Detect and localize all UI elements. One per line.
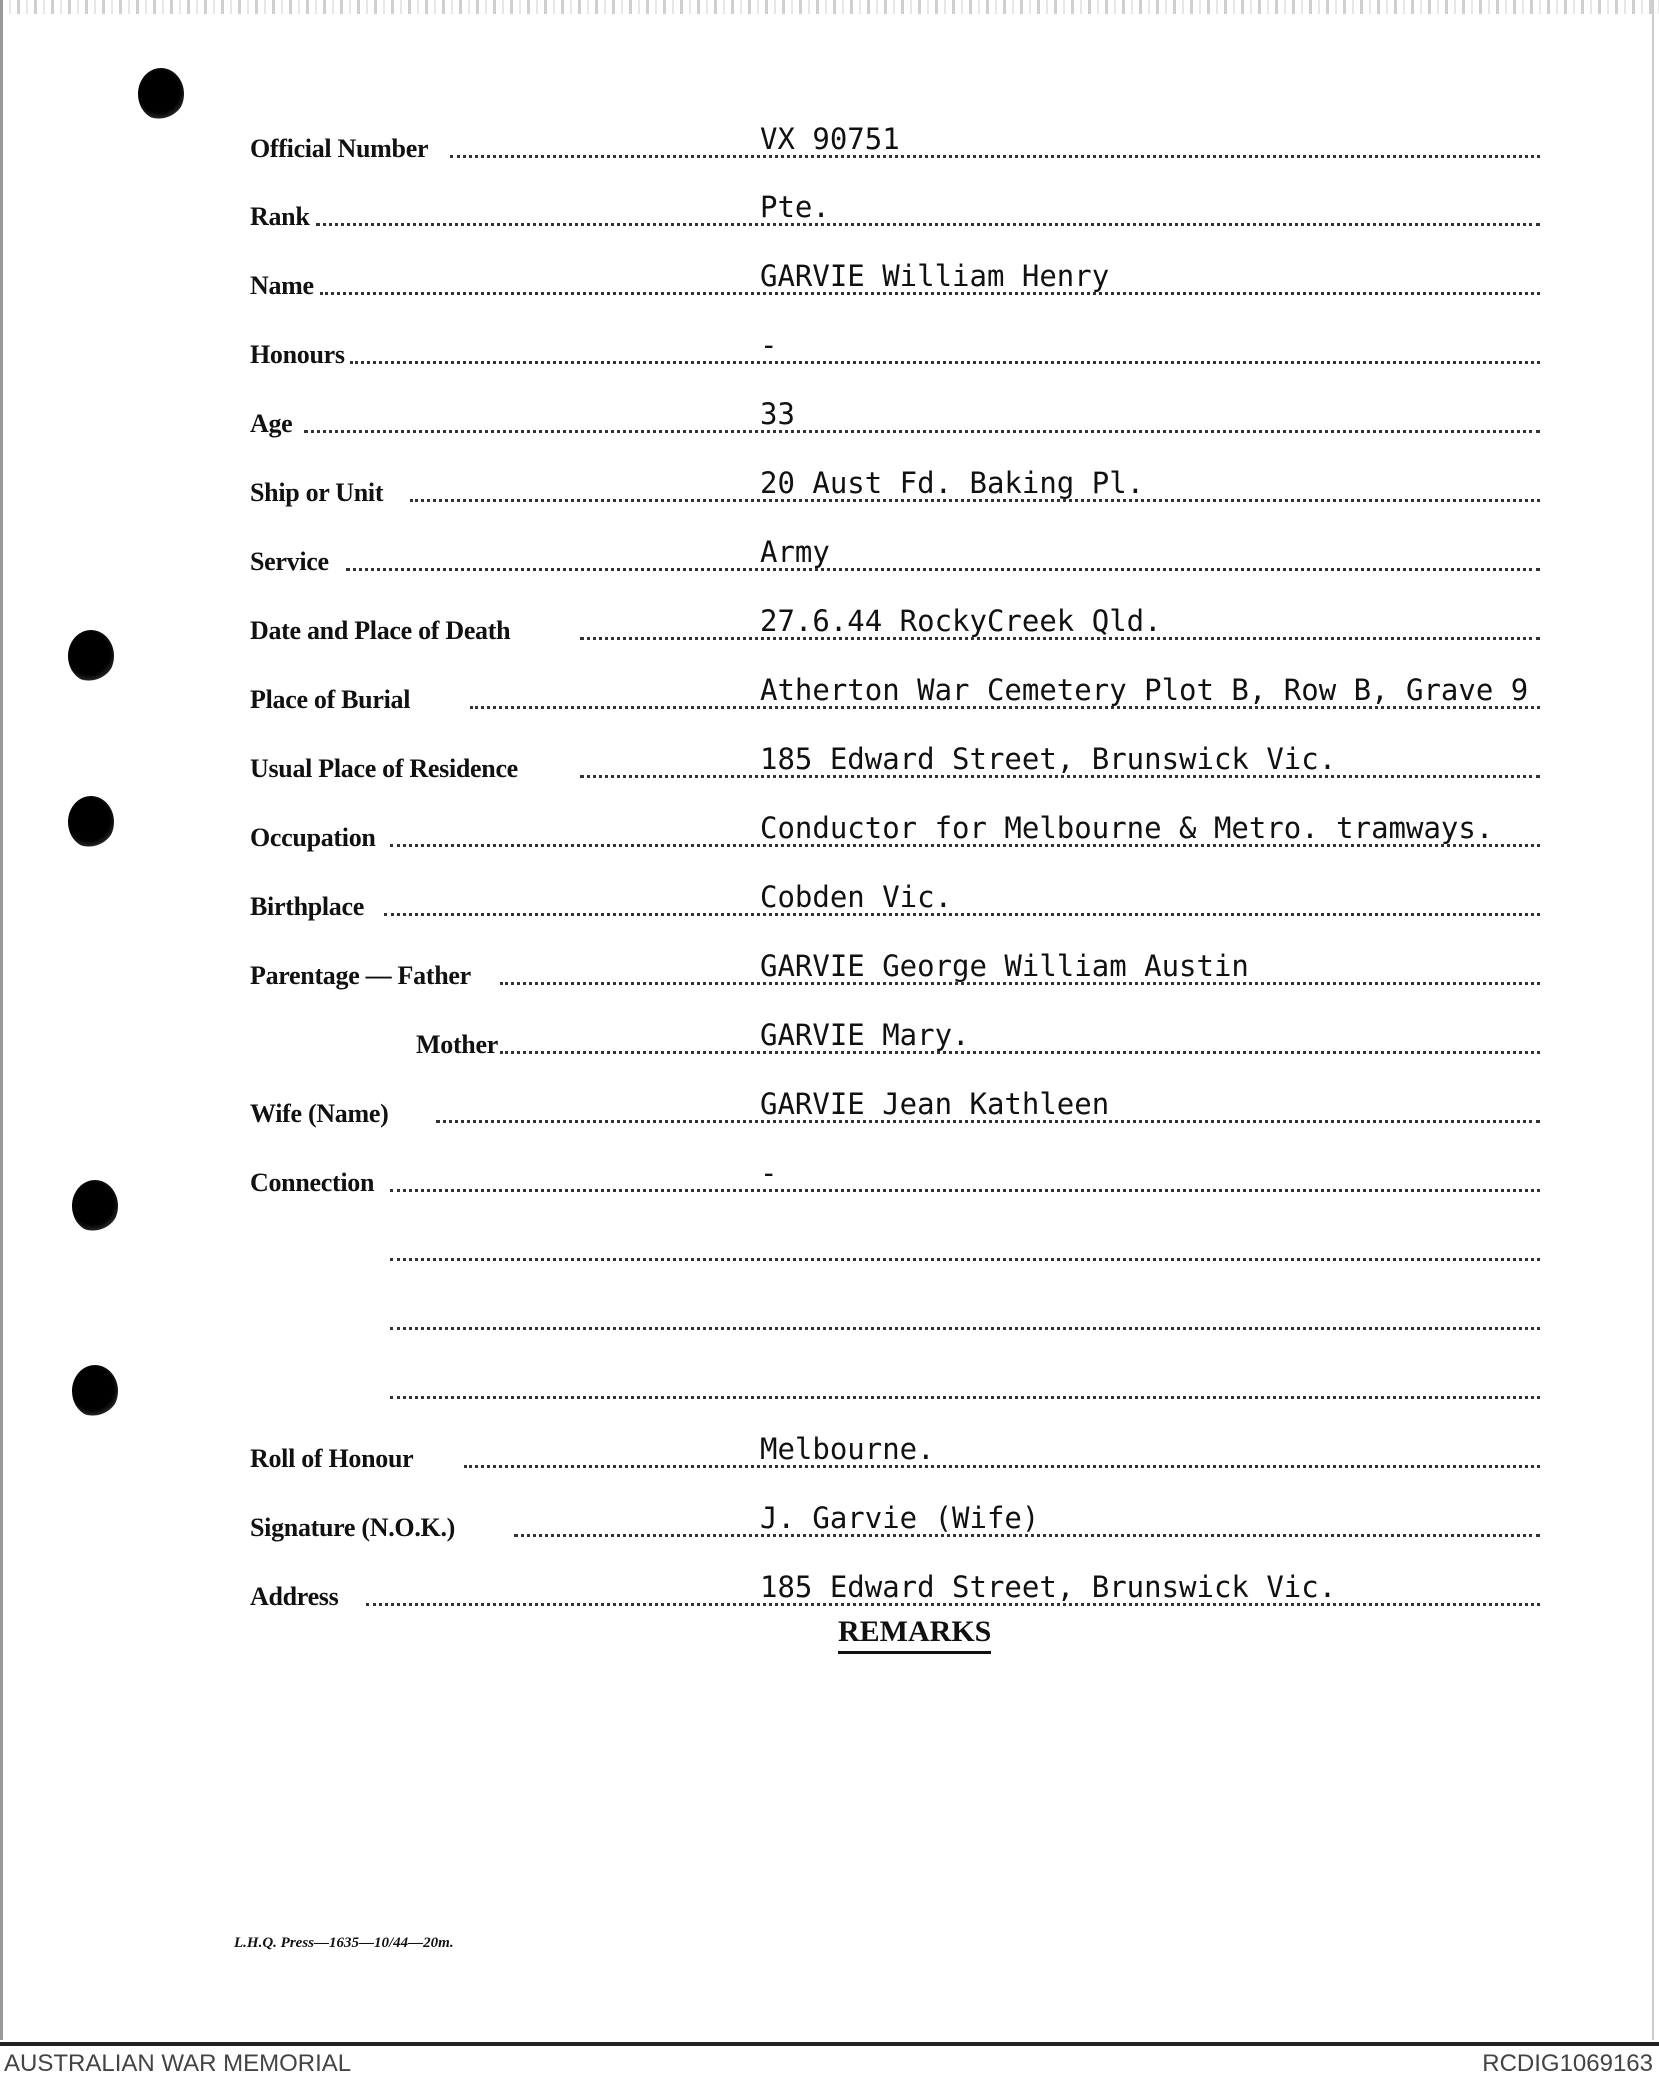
field-label: Roll of Honour xyxy=(250,1444,414,1473)
field-service xyxy=(250,513,1540,581)
field-label: Age xyxy=(250,409,293,438)
field-label: Place of Burial xyxy=(250,685,411,714)
institution-credit: AUSTRALIAN WAR MEMORIAL xyxy=(4,2050,352,2077)
dotted-line xyxy=(384,913,1540,916)
field-value: J. Garvie (Wife) xyxy=(760,1501,1040,1535)
field-label: Name xyxy=(250,271,314,300)
field-label: Official Number xyxy=(250,134,429,163)
field-date-place-of-death xyxy=(250,582,1540,650)
dotted-line xyxy=(390,1327,1540,1330)
field-occupation xyxy=(250,789,1540,857)
dotted-line xyxy=(390,1258,1540,1261)
blank-line xyxy=(250,1203,1540,1271)
field-label: Birthplace xyxy=(250,892,364,921)
punch-hole xyxy=(68,630,114,682)
field-label: Occupation xyxy=(250,823,376,852)
record-id: RCDIG1069163 xyxy=(1482,2050,1653,2077)
field-father xyxy=(250,927,1540,995)
field-value: 185 Edward Street, Brunswick Vic. xyxy=(760,742,1337,776)
field-name xyxy=(250,237,1540,305)
field-label: Signature (N.O.K.) xyxy=(250,1513,456,1542)
field-label: Date and Place of Death xyxy=(250,616,511,645)
field-value: Melbourne. xyxy=(760,1432,935,1466)
punch-hole xyxy=(72,1180,118,1232)
dotted-line xyxy=(390,1189,1540,1192)
field-value: Army xyxy=(760,535,830,569)
remarks-heading: REMARKS xyxy=(838,1615,991,1654)
dotted-line xyxy=(464,1465,1540,1468)
field-mother xyxy=(250,996,1540,1064)
field-value: 20 Aust Fd. Baking Pl. xyxy=(760,466,1145,500)
field-value: 33 xyxy=(760,397,795,431)
field-value: Cobden Vic. xyxy=(760,880,953,914)
punch-hole xyxy=(68,796,114,848)
field-value: Atherton War Cemetery Plot B, Row B, Grave 9 xyxy=(760,673,1529,707)
dotted-line xyxy=(304,430,1540,433)
field-value: Pte. xyxy=(760,190,830,224)
field-label: Parentage — Father xyxy=(250,961,471,990)
field-connection xyxy=(250,1134,1540,1202)
punch-hole xyxy=(72,1365,118,1417)
field-value: Conductor for Melbourne & Metro. tramways. xyxy=(760,811,1494,845)
field-roll-of-honour xyxy=(250,1410,1540,1478)
field-label: Wife (Name) xyxy=(250,1099,389,1128)
field-honours xyxy=(250,306,1540,374)
field-label: Address xyxy=(250,1582,339,1611)
blank-line xyxy=(250,1272,1540,1340)
field-signature-nok xyxy=(250,1479,1540,1547)
scan-edge-left xyxy=(0,0,3,2040)
field-label: Usual Place of Residence xyxy=(250,754,518,783)
field-wife-name xyxy=(250,1065,1540,1133)
field-label: Connection xyxy=(250,1168,375,1197)
dotted-line xyxy=(346,568,1540,571)
field-birthplace xyxy=(250,858,1540,926)
field-address xyxy=(250,1548,1540,1616)
blank-line xyxy=(250,1341,1540,1409)
field-value: GARVIE George William Austin xyxy=(760,949,1249,983)
field-label: Mother xyxy=(416,1030,498,1059)
field-usual-residence xyxy=(250,720,1540,788)
field-value: VX 90751 xyxy=(760,122,900,156)
field-value: 27.6.44 RockyCreek Qld. xyxy=(760,604,1162,638)
dotted-line xyxy=(450,155,1540,158)
field-value: - xyxy=(760,1156,778,1190)
punch-hole xyxy=(138,68,184,120)
field-label: Service xyxy=(250,547,329,576)
field-value: - xyxy=(760,328,778,362)
field-label: Ship or Unit xyxy=(250,478,384,507)
field-label: Rank xyxy=(250,202,310,231)
field-value: GARVIE Jean Kathleen xyxy=(760,1087,1110,1121)
field-label: Honours xyxy=(250,340,345,369)
field-rank xyxy=(250,168,1540,236)
scan-edge-right xyxy=(1652,0,1654,2040)
field-value: 185 Edward Street, Brunswick Vic. xyxy=(760,1570,1337,1604)
field-age xyxy=(250,375,1540,443)
field-value: GARVIE William Henry xyxy=(760,259,1110,293)
scan-noise xyxy=(0,0,1659,14)
field-place-of-burial xyxy=(250,651,1540,719)
dotted-line xyxy=(316,223,1540,226)
print-code: L.H.Q. Press—1635—10/44—20m. xyxy=(234,1935,454,1951)
field-ship-or-unit xyxy=(250,444,1540,512)
dotted-line xyxy=(390,1396,1540,1399)
field-value: GARVIE Mary. xyxy=(760,1018,970,1052)
field-official-number xyxy=(250,100,1540,168)
dotted-line xyxy=(350,361,1540,364)
dotted-line xyxy=(500,1051,1540,1054)
